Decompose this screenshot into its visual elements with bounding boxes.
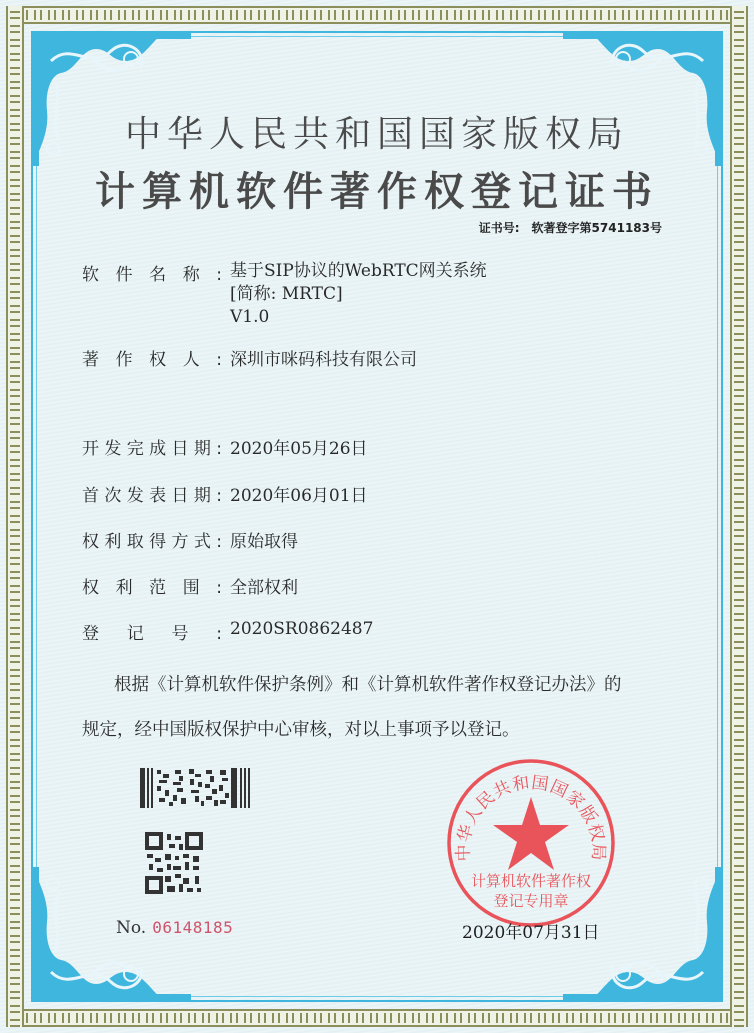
field-label: 权利取得方式:: [82, 532, 222, 552]
serial-number: [116, 918, 233, 938]
issuer-title: 中华人民共和国国家版权局: [124, 114, 629, 155]
seal-center-line-2: 登记专用章: [493, 892, 569, 910]
field-value: 2020年06月01日: [230, 486, 368, 506]
seal-center-line-1: 计算机软件著作权: [470, 872, 591, 890]
certificate-number-value: 软著登字第5741183号: [531, 221, 662, 235]
statement-line-2: 规定，经中国版权保护中心审核，对以上事项予以登记。: [82, 720, 520, 740]
software-version-value: V1.0: [230, 307, 270, 327]
field-label: 开发完成日期:: [82, 439, 222, 459]
greek-key-border-top: [6, 6, 748, 24]
certificate-number: [479, 219, 662, 236]
field-value: 原始取得: [230, 532, 298, 552]
certificate-number-label: 证书号:: [478, 221, 520, 235]
official-seal: [445, 757, 617, 929]
field-label: 权利范围:: [82, 578, 222, 598]
qr-code-icon: [145, 832, 203, 894]
field-label: 著作权人:: [82, 350, 222, 370]
field-label: 登记号:: [82, 624, 222, 644]
star-icon: [493, 797, 569, 870]
serial-value: 06148185: [152, 918, 234, 937]
software-name-value: 基于SIP协议的WebRTC网关系统: [230, 261, 487, 281]
pdf417-barcode-icon: [140, 768, 252, 808]
field-value: 2020SR0862487: [230, 619, 374, 639]
field-label: 软件名称:: [82, 265, 222, 285]
field-value: 2020年05月26日: [230, 439, 368, 459]
seal-ring-text: 中华人民共和国国家版权局: [453, 772, 609, 862]
software-abbrev-value: [简称: MRTC]: [230, 284, 343, 304]
field-value: [230, 260, 487, 329]
greek-key-border-bottom: [6, 1009, 748, 1027]
issue-date: 2020年07月31日: [462, 923, 600, 943]
certificate-title: 计算机软件著作权登记证书: [95, 168, 659, 215]
serial-label: No.: [116, 918, 147, 938]
field-label: 首次发表日期:: [82, 486, 222, 506]
statement-line-1: 根据《计算机软件保护条例》和《计算机软件著作权登记办法》的: [114, 675, 622, 695]
field-value: 深圳市咪码科技有限公司: [230, 350, 417, 370]
field-value: 全部权利: [230, 578, 298, 598]
